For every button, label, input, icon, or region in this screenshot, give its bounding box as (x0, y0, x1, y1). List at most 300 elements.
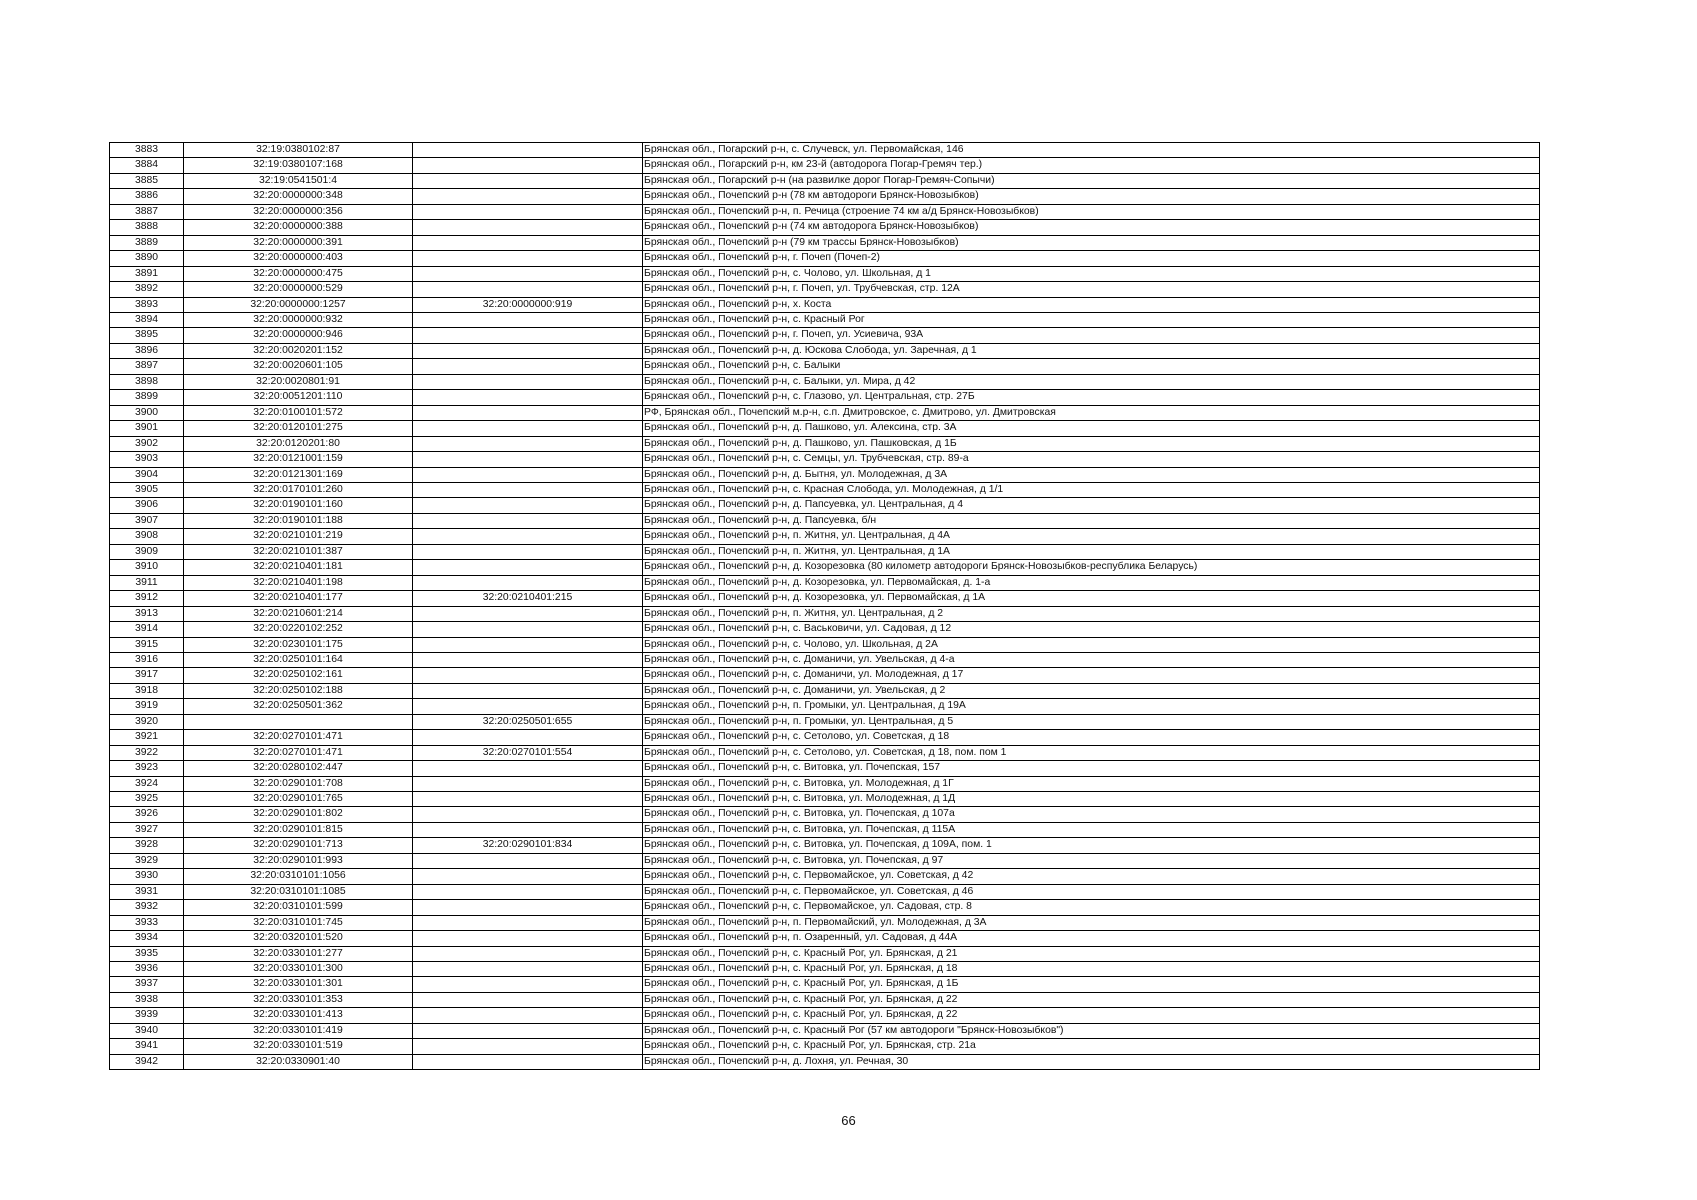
cadastral-number-cell: 32:20:0290101:815 (184, 822, 413, 837)
table-row (110, 761, 1540, 776)
related-cadastral-number-cell (413, 467, 643, 482)
address-cell: Брянская обл., Почепский р-н, с. Витовка, ул. Молодежная, д 1Г (643, 776, 1540, 791)
table-row (110, 282, 1540, 297)
address-cell: Брянская обл., Почепский р-н, с. Доманичи, ул. Увельская, д 4-а (643, 652, 1540, 667)
related-cadastral-number-cell (413, 498, 643, 513)
related-cadastral-number-cell: 32:20:0290101:834 (413, 838, 643, 853)
table-row (110, 436, 1540, 451)
address-cell: Брянская обл., Почепский р-н, г. Почеп, ул. Трубчевская, стр. 12А (643, 282, 1540, 297)
related-cadastral-number-cell (413, 668, 643, 683)
table-row (110, 189, 1540, 204)
row-number-cell: 3942 (110, 1054, 184, 1069)
table-row (110, 637, 1540, 652)
address-cell: Брянская обл., Почепский р-н, с. Витовка, ул. Почепская, д 109А, пом. 1 (643, 838, 1540, 853)
table-row (110, 235, 1540, 250)
cadastral-number-cell: 32:20:0330901:40 (184, 1054, 413, 1069)
row-number-cell: 3922 (110, 745, 184, 760)
cadastral-number-cell: 32:20:0190101:188 (184, 513, 413, 528)
cadastral-number-cell: 32:20:0210401:177 (184, 591, 413, 606)
related-cadastral-number-cell (413, 436, 643, 451)
address-cell: Брянская обл., Почепский р-н, д. Пашково, ул. Алексина, стр. 3А (643, 421, 1540, 436)
row-number-cell: 3901 (110, 421, 184, 436)
cadastral-number-cell: 32:20:0000000:348 (184, 189, 413, 204)
row-number-cell: 3934 (110, 931, 184, 946)
address-cell: Брянская обл., Почепский р-н, г. Почеп, ул. Усиевича, 93А (643, 328, 1540, 343)
address-cell: Брянская обл., Почепский р-н, х. Коста (643, 297, 1540, 312)
table-row (110, 421, 1540, 436)
related-cadastral-number-cell: 32:20:0000000:919 (413, 297, 643, 312)
address-cell: Брянская обл., Почепский р-н, п. Житня, ул. Центральная, д 4А (643, 529, 1540, 544)
table-row (110, 482, 1540, 497)
row-number-cell: 3904 (110, 467, 184, 482)
row-number-cell: 3906 (110, 498, 184, 513)
row-number-cell: 3905 (110, 482, 184, 497)
address-cell: Брянская обл., Почепский р-н, с. Чолово, ул. Школьная, д 1 (643, 266, 1540, 281)
address-cell: Брянская обл., Почепский р-н, с. Первомайское, ул. Советская, д 42 (643, 869, 1540, 884)
related-cadastral-number-cell (413, 776, 643, 791)
row-number-cell: 3936 (110, 962, 184, 977)
cadastral-number-cell: 32:20:0000000:946 (184, 328, 413, 343)
table-row (110, 220, 1540, 235)
address-cell: Брянская обл., Почепский р-н, п. Житня, ул. Центральная, д 2 (643, 606, 1540, 621)
row-number-cell: 3932 (110, 900, 184, 915)
related-cadastral-number-cell (413, 220, 643, 235)
table-row (110, 1039, 1540, 1054)
address-cell: Брянская обл., Почепский р-н, с. Красный Рог, ул. Брянская, д 18 (643, 962, 1540, 977)
address-cell: Брянская обл., Почепский р-н, с. Сетолово, ул. Советская, д 18, пом. пом 1 (643, 745, 1540, 760)
related-cadastral-number-cell (413, 251, 643, 266)
cadastral-number-cell: 32:19:0380107:168 (184, 158, 413, 173)
row-number-cell: 3917 (110, 668, 184, 683)
address-cell: Брянская обл., Почепский р-н, п. Громыки, ул. Центральная, д 5 (643, 714, 1540, 729)
row-number-cell: 3939 (110, 1008, 184, 1023)
address-cell: Брянская обл., Почепский р-н, с. Семцы, ул. Трубчевская, стр. 89-а (643, 452, 1540, 467)
table-row (110, 622, 1540, 637)
related-cadastral-number-cell (413, 606, 643, 621)
related-cadastral-number-cell (413, 529, 643, 544)
row-number-cell: 3908 (110, 529, 184, 544)
cadastral-number-cell: 32:20:0000000:1257 (184, 297, 413, 312)
row-number-cell: 3925 (110, 792, 184, 807)
related-cadastral-number-cell (413, 544, 643, 559)
row-number-cell: 3918 (110, 683, 184, 698)
table-row (110, 328, 1540, 343)
related-cadastral-number-cell: 32:20:0210401:215 (413, 591, 643, 606)
address-cell: Брянская обл., Почепский р-н, с. Красный Рог, ул. Брянская, д 22 (643, 992, 1540, 1007)
cadastral-number-cell: 32:20:0000000:529 (184, 282, 413, 297)
related-cadastral-number-cell (413, 482, 643, 497)
related-cadastral-number-cell (413, 390, 643, 405)
cadastral-number-cell: 32:20:0210401:181 (184, 560, 413, 575)
related-cadastral-number-cell (413, 158, 643, 173)
related-cadastral-number-cell (413, 312, 643, 327)
table-row (110, 1023, 1540, 1038)
related-cadastral-number-cell: 32:20:0250501:655 (413, 714, 643, 729)
cadastral-number-cell: 32:20:0000000:391 (184, 235, 413, 250)
table-row (110, 390, 1540, 405)
related-cadastral-number-cell (413, 282, 643, 297)
address-cell: Брянская обл., Почепский р-н, с. Красный Рог (643, 312, 1540, 327)
related-cadastral-number-cell (413, 374, 643, 389)
address-cell: Брянская обл., Почепский р-н, с. Красный Рог, ул. Брянская, д 22 (643, 1008, 1540, 1023)
address-cell: Брянская обл., Почепский р-н, с. Красный Рог, ул. Брянская, д 21 (643, 946, 1540, 961)
cadastral-number-cell: 32:20:0270101:471 (184, 745, 413, 760)
row-number-cell: 3900 (110, 405, 184, 420)
table-row (110, 931, 1540, 946)
address-cell: Брянская обл., Почепский р-н, д. Папсуевка, б/н (643, 513, 1540, 528)
related-cadastral-number-cell (413, 266, 643, 281)
row-number-cell: 3916 (110, 652, 184, 667)
related-cadastral-number-cell (413, 1008, 643, 1023)
related-cadastral-number-cell (413, 1054, 643, 1069)
cadastral-number-cell: 32:20:0330101:413 (184, 1008, 413, 1023)
address-cell: Брянская обл., Почепский р-н, с. Первомайское, ул. Садовая, стр. 8 (643, 900, 1540, 915)
table-row (110, 776, 1540, 791)
address-cell: Брянская обл., Почепский р-н, с. Витовка, ул. Молодежная, д 1Д (643, 792, 1540, 807)
row-number-cell: 3903 (110, 452, 184, 467)
cadastral-number-cell: 32:20:0290101:708 (184, 776, 413, 791)
related-cadastral-number-cell (413, 853, 643, 868)
cadastral-number-cell: 32:20:0000000:356 (184, 204, 413, 219)
related-cadastral-number-cell (413, 1023, 643, 1038)
cadastral-number-cell: 32:20:0020601:105 (184, 359, 413, 374)
cadastral-number-cell: 32:20:0250501:362 (184, 699, 413, 714)
address-cell: Брянская обл., Почепский р-н, д. Бытня, ул. Молодежная, д 3А (643, 467, 1540, 482)
related-cadastral-number-cell (413, 730, 643, 745)
row-number-cell: 3926 (110, 807, 184, 822)
table-row (110, 977, 1540, 992)
row-number-cell: 3912 (110, 591, 184, 606)
address-cell: Брянская обл., Почепский р-н, с. Доманичи, ул. Увельская, д 2 (643, 683, 1540, 698)
related-cadastral-number-cell (413, 822, 643, 837)
cadastral-number-cell: 32:20:0250101:164 (184, 652, 413, 667)
address-cell: Брянская обл., Почепский р-н, с. Балыки (643, 359, 1540, 374)
address-cell: РФ, Брянская обл., Почепский м.р-н, с.п. Дмитровское, с. Дмитрово, ул. Дмитровская (643, 405, 1540, 420)
related-cadastral-number-cell (413, 761, 643, 776)
table-row (110, 668, 1540, 683)
row-number-cell: 3914 (110, 622, 184, 637)
row-number-cell: 3940 (110, 1023, 184, 1038)
related-cadastral-number-cell (413, 143, 643, 158)
cadastral-number-cell: 32:20:0210101:219 (184, 529, 413, 544)
row-number-cell: 3938 (110, 992, 184, 1007)
row-number-cell: 3935 (110, 946, 184, 961)
address-cell: Брянская обл., Почепский р-н, с. Витовка, ул. Почепская, д 107а (643, 807, 1540, 822)
row-number-cell: 3928 (110, 838, 184, 853)
row-number-cell: 3890 (110, 251, 184, 266)
address-cell: Брянская обл., Почепский р-н, п. Первомайский, ул. Молодежная, д 3А (643, 915, 1540, 930)
cadastral-number-cell: 32:20:0051201:110 (184, 390, 413, 405)
table-row (110, 452, 1540, 467)
row-number-cell: 3899 (110, 390, 184, 405)
row-number-cell: 3929 (110, 853, 184, 868)
table-row (110, 312, 1540, 327)
cadastral-number-cell: 32:20:0310101:1085 (184, 884, 413, 899)
cadastral-number-cell: 32:20:0310101:745 (184, 915, 413, 930)
related-cadastral-number-cell (413, 900, 643, 915)
table-row (110, 513, 1540, 528)
table-row (110, 606, 1540, 621)
cadastral-number-cell (184, 714, 413, 729)
related-cadastral-number-cell (413, 421, 643, 436)
table-row (110, 359, 1540, 374)
address-cell: Брянская обл., Почепский р-н, д. Папсуевка, ул. Центральная, д 4 (643, 498, 1540, 513)
related-cadastral-number-cell: 32:20:0270101:554 (413, 745, 643, 760)
cadastral-number-cell: 32:20:0250102:188 (184, 683, 413, 698)
cadastral-number-cell: 32:20:0120201:80 (184, 436, 413, 451)
row-number-cell: 3885 (110, 173, 184, 188)
cadastral-number-cell: 32:20:0121001:159 (184, 452, 413, 467)
row-number-cell: 3893 (110, 297, 184, 312)
table-row (110, 297, 1540, 312)
row-number-cell: 3891 (110, 266, 184, 281)
address-cell: Брянская обл., Почепский р-н, д. Козорезовка (80 километр автодороги Брянск-Новозыбков-республика Беларусь) (643, 560, 1540, 575)
address-cell: Брянская обл., Почепский р-н (78 км автодороги Брянск-Новозыбков) (643, 189, 1540, 204)
address-cell: Брянская обл., Почепский р-н, с. Глазово, ул. Центральная, стр. 27Б (643, 390, 1540, 405)
table-row (110, 173, 1540, 188)
cadastral-number-cell: 32:20:0330101:353 (184, 992, 413, 1007)
related-cadastral-number-cell (413, 807, 643, 822)
row-number-cell: 3921 (110, 730, 184, 745)
related-cadastral-number-cell (413, 637, 643, 652)
cadastral-number-cell: 32:19:0541501:4 (184, 173, 413, 188)
row-number-cell: 3911 (110, 575, 184, 590)
table-row (110, 575, 1540, 590)
row-number-cell: 3941 (110, 1039, 184, 1054)
related-cadastral-number-cell (413, 560, 643, 575)
address-cell: Брянская обл., Почепский р-н, п. Громыки, ул. Центральная, д 19А (643, 699, 1540, 714)
cadastral-number-cell: 32:20:0290101:993 (184, 853, 413, 868)
row-number-cell: 3931 (110, 884, 184, 899)
table-row (110, 591, 1540, 606)
address-cell: Брянская обл., Почепский р-н, д. Юскова Слобода, ул. Заречная, д 1 (643, 343, 1540, 358)
address-cell: Брянская обл., Почепский р-н, с. Сетолово, ул. Советская, д 18 (643, 730, 1540, 745)
cadastral-number-cell: 32:20:0330101:277 (184, 946, 413, 961)
address-cell: Брянская обл., Почепский р-н, с. Красный Рог, ул. Брянская, д 1Б (643, 977, 1540, 992)
table-row (110, 498, 1540, 513)
row-number-cell: 3907 (110, 513, 184, 528)
related-cadastral-number-cell (413, 359, 643, 374)
table-row (110, 792, 1540, 807)
table-row (110, 251, 1540, 266)
cadastral-number-cell: 32:20:0310101:1056 (184, 869, 413, 884)
address-cell: Брянская обл., Почепский р-н, с. Первомайское, ул. Советская, д 46 (643, 884, 1540, 899)
cadastral-number-cell: 32:20:0210601:214 (184, 606, 413, 621)
row-number-cell: 3895 (110, 328, 184, 343)
cadastral-number-cell: 32:20:0230101:175 (184, 637, 413, 652)
related-cadastral-number-cell (413, 189, 643, 204)
row-number-cell: 3883 (110, 143, 184, 158)
cadastral-number-cell: 32:20:0330101:301 (184, 977, 413, 992)
address-cell: Брянская обл., Почепский р-н, с. Доманичи, ул. Молодежная, д 17 (643, 668, 1540, 683)
table-row (110, 807, 1540, 822)
table-row (110, 343, 1540, 358)
table-row (110, 158, 1540, 173)
related-cadastral-number-cell (413, 405, 643, 420)
cadastral-number-cell: 32:20:0120101:275 (184, 421, 413, 436)
address-cell: Брянская обл., Почепский р-н (74 км автодорога Брянск-Новозыбков) (643, 220, 1540, 235)
row-number-cell: 3930 (110, 869, 184, 884)
related-cadastral-number-cell (413, 1039, 643, 1054)
cadastral-number-cell: 32:20:0290101:765 (184, 792, 413, 807)
table-row (110, 853, 1540, 868)
related-cadastral-number-cell (413, 235, 643, 250)
address-cell: Брянская обл., Почепский р-н, г. Почеп (Почеп-2) (643, 251, 1540, 266)
address-cell: Брянская обл., Почепский р-н, п. Речица (строение 74 км а/д Брянск-Новозыбков) (643, 204, 1540, 219)
table-row (110, 946, 1540, 961)
row-number-cell: 3896 (110, 343, 184, 358)
table-row (110, 915, 1540, 930)
related-cadastral-number-cell (413, 869, 643, 884)
table-row (110, 405, 1540, 420)
cadastral-number-cell: 32:20:0000000:475 (184, 266, 413, 281)
cadastral-number-cell: 32:20:0000000:403 (184, 251, 413, 266)
table-row (110, 822, 1540, 837)
cadastral-number-cell: 32:20:0330101:419 (184, 1023, 413, 1038)
table-row (110, 467, 1540, 482)
table-row (110, 529, 1540, 544)
row-number-cell: 3887 (110, 204, 184, 219)
cadastral-number-cell: 32:20:0290101:713 (184, 838, 413, 853)
cadastral-number-cell: 32:20:0000000:388 (184, 220, 413, 235)
table-row (110, 869, 1540, 884)
table-row (110, 962, 1540, 977)
related-cadastral-number-cell (413, 173, 643, 188)
row-number-cell: 3889 (110, 235, 184, 250)
address-cell: Брянская обл., Почепский р-н, с. Витовка, ул. Почепская, 157 (643, 761, 1540, 776)
cadastral-number-cell: 32:20:0280102:447 (184, 761, 413, 776)
related-cadastral-number-cell (413, 884, 643, 899)
cadastral-number-cell: 32:20:0000000:932 (184, 312, 413, 327)
table-row (110, 1054, 1540, 1069)
table-row (110, 143, 1540, 158)
table-row (110, 544, 1540, 559)
related-cadastral-number-cell (413, 513, 643, 528)
related-cadastral-number-cell (413, 915, 643, 930)
cadastral-number-cell: 32:20:0020201:152 (184, 343, 413, 358)
related-cadastral-number-cell (413, 575, 643, 590)
address-cell: Брянская обл., Почепский р-н, с. Красный Рог (57 км автодороги "Брянск-Новозыбков") (643, 1023, 1540, 1038)
address-cell: Брянская обл., Почепский р-н, д. Пашково, ул. Пашковская, д 1Б (643, 436, 1540, 451)
cadastral-number-cell: 32:20:0210401:198 (184, 575, 413, 590)
cadastral-number-cell: 32:20:0330101:519 (184, 1039, 413, 1054)
cadastral-number-cell: 32:20:0220102:252 (184, 622, 413, 637)
related-cadastral-number-cell (413, 931, 643, 946)
related-cadastral-number-cell (413, 328, 643, 343)
table-row (110, 652, 1540, 667)
cadastral-number-cell: 32:20:0330101:300 (184, 962, 413, 977)
row-number-cell: 3910 (110, 560, 184, 575)
registry-table (109, 142, 1540, 1070)
address-cell: Брянская обл., Почепский р-н, с. Красная Слобода, ул. Молодежная, д 1/1 (643, 482, 1540, 497)
cadastral-number-cell: 32:20:0190101:160 (184, 498, 413, 513)
table-row (110, 884, 1540, 899)
cadastral-number-cell: 32:20:0250102:161 (184, 668, 413, 683)
table-row (110, 1008, 1540, 1023)
address-cell: Брянская обл., Почепский р-н, д. Козорезовка, ул. Первомайская, д 1А (643, 591, 1540, 606)
related-cadastral-number-cell (413, 977, 643, 992)
related-cadastral-number-cell (413, 792, 643, 807)
table-row (110, 730, 1540, 745)
row-number-cell: 3919 (110, 699, 184, 714)
related-cadastral-number-cell (413, 652, 643, 667)
address-cell: Брянская обл., Погарский р-н (на развилке дорог Погар-Гремяч-Сопычи) (643, 173, 1540, 188)
address-cell: Брянская обл., Погарский р-н, км 23-й (автодорога Погар-Гремяч тер.) (643, 158, 1540, 173)
cadastral-number-cell: 32:20:0270101:471 (184, 730, 413, 745)
cadastral-number-cell: 32:20:0320101:520 (184, 931, 413, 946)
cadastral-number-cell: 32:20:0100101:572 (184, 405, 413, 420)
address-cell: Брянская обл., Почепский р-н, с. Чолово, ул. Школьная, д 2А (643, 637, 1540, 652)
table-row (110, 745, 1540, 760)
row-number-cell: 3937 (110, 977, 184, 992)
related-cadastral-number-cell (413, 699, 643, 714)
address-cell: Брянская обл., Погарский р-н, с. Случевск, ул. Первомайская, 146 (643, 143, 1540, 158)
row-number-cell: 3920 (110, 714, 184, 729)
address-cell: Брянская обл., Почепский р-н, д. Лохня, ул. Речная, 30 (643, 1054, 1540, 1069)
row-number-cell: 3892 (110, 282, 184, 297)
page-number: 66 (841, 1113, 856, 1128)
cadastral-number-cell: 32:20:0210101:387 (184, 544, 413, 559)
row-number-cell: 3898 (110, 374, 184, 389)
row-number-cell: 3913 (110, 606, 184, 621)
cadastral-number-cell: 32:20:0121301:169 (184, 467, 413, 482)
row-number-cell: 3886 (110, 189, 184, 204)
row-number-cell: 3915 (110, 637, 184, 652)
address-cell: Брянская обл., Почепский р-н, п. Житня, ул. Центральная, д 1А (643, 544, 1540, 559)
table-row (110, 374, 1540, 389)
table-row (110, 992, 1540, 1007)
row-number-cell: 3927 (110, 822, 184, 837)
cadastral-number-cell: 32:20:0290101:802 (184, 807, 413, 822)
cadastral-number-cell: 32:20:0020801:91 (184, 374, 413, 389)
row-number-cell: 3933 (110, 915, 184, 930)
row-number-cell: 3902 (110, 436, 184, 451)
row-number-cell: 3888 (110, 220, 184, 235)
row-number-cell: 3884 (110, 158, 184, 173)
table-row (110, 838, 1540, 853)
row-number-cell: 3924 (110, 776, 184, 791)
table-row (110, 699, 1540, 714)
address-cell: Брянская обл., Почепский р-н, п. Озаренный, ул. Садовая, д 44А (643, 931, 1540, 946)
address-cell: Брянская обл., Почепский р-н, с. Витовка, ул. Почепская, д 97 (643, 853, 1540, 868)
table-row (110, 560, 1540, 575)
table-row (110, 900, 1540, 915)
table-row (110, 204, 1540, 219)
address-cell: Брянская обл., Почепский р-н, д. Козорезовка, ул. Первомайская, д. 1-а (643, 575, 1540, 590)
related-cadastral-number-cell (413, 204, 643, 219)
table-row (110, 266, 1540, 281)
row-number-cell: 3923 (110, 761, 184, 776)
table-row (110, 683, 1540, 698)
cadastral-number-cell: 32:20:0310101:599 (184, 900, 413, 915)
related-cadastral-number-cell (413, 946, 643, 961)
cadastral-number-cell: 32:19:0380102:87 (184, 143, 413, 158)
related-cadastral-number-cell (413, 683, 643, 698)
row-number-cell: 3897 (110, 359, 184, 374)
related-cadastral-number-cell (413, 992, 643, 1007)
related-cadastral-number-cell (413, 962, 643, 977)
related-cadastral-number-cell (413, 343, 643, 358)
address-cell: Брянская обл., Почепский р-н, с. Васьковичи, ул. Садовая, д 12 (643, 622, 1540, 637)
related-cadastral-number-cell (413, 452, 643, 467)
table-row (110, 714, 1540, 729)
address-cell: Брянская обл., Почепский р-н (79 км трассы Брянск-Новозыбков) (643, 235, 1540, 250)
cadastral-number-cell: 32:20:0170101:260 (184, 482, 413, 497)
row-number-cell: 3894 (110, 312, 184, 327)
address-cell: Брянская обл., Почепский р-н, с. Балыки, ул. Мира, д 42 (643, 374, 1540, 389)
table-body (110, 143, 1540, 1070)
address-cell: Брянская обл., Почепский р-н, с. Красный Рог, ул. Брянская, стр. 21а (643, 1039, 1540, 1054)
